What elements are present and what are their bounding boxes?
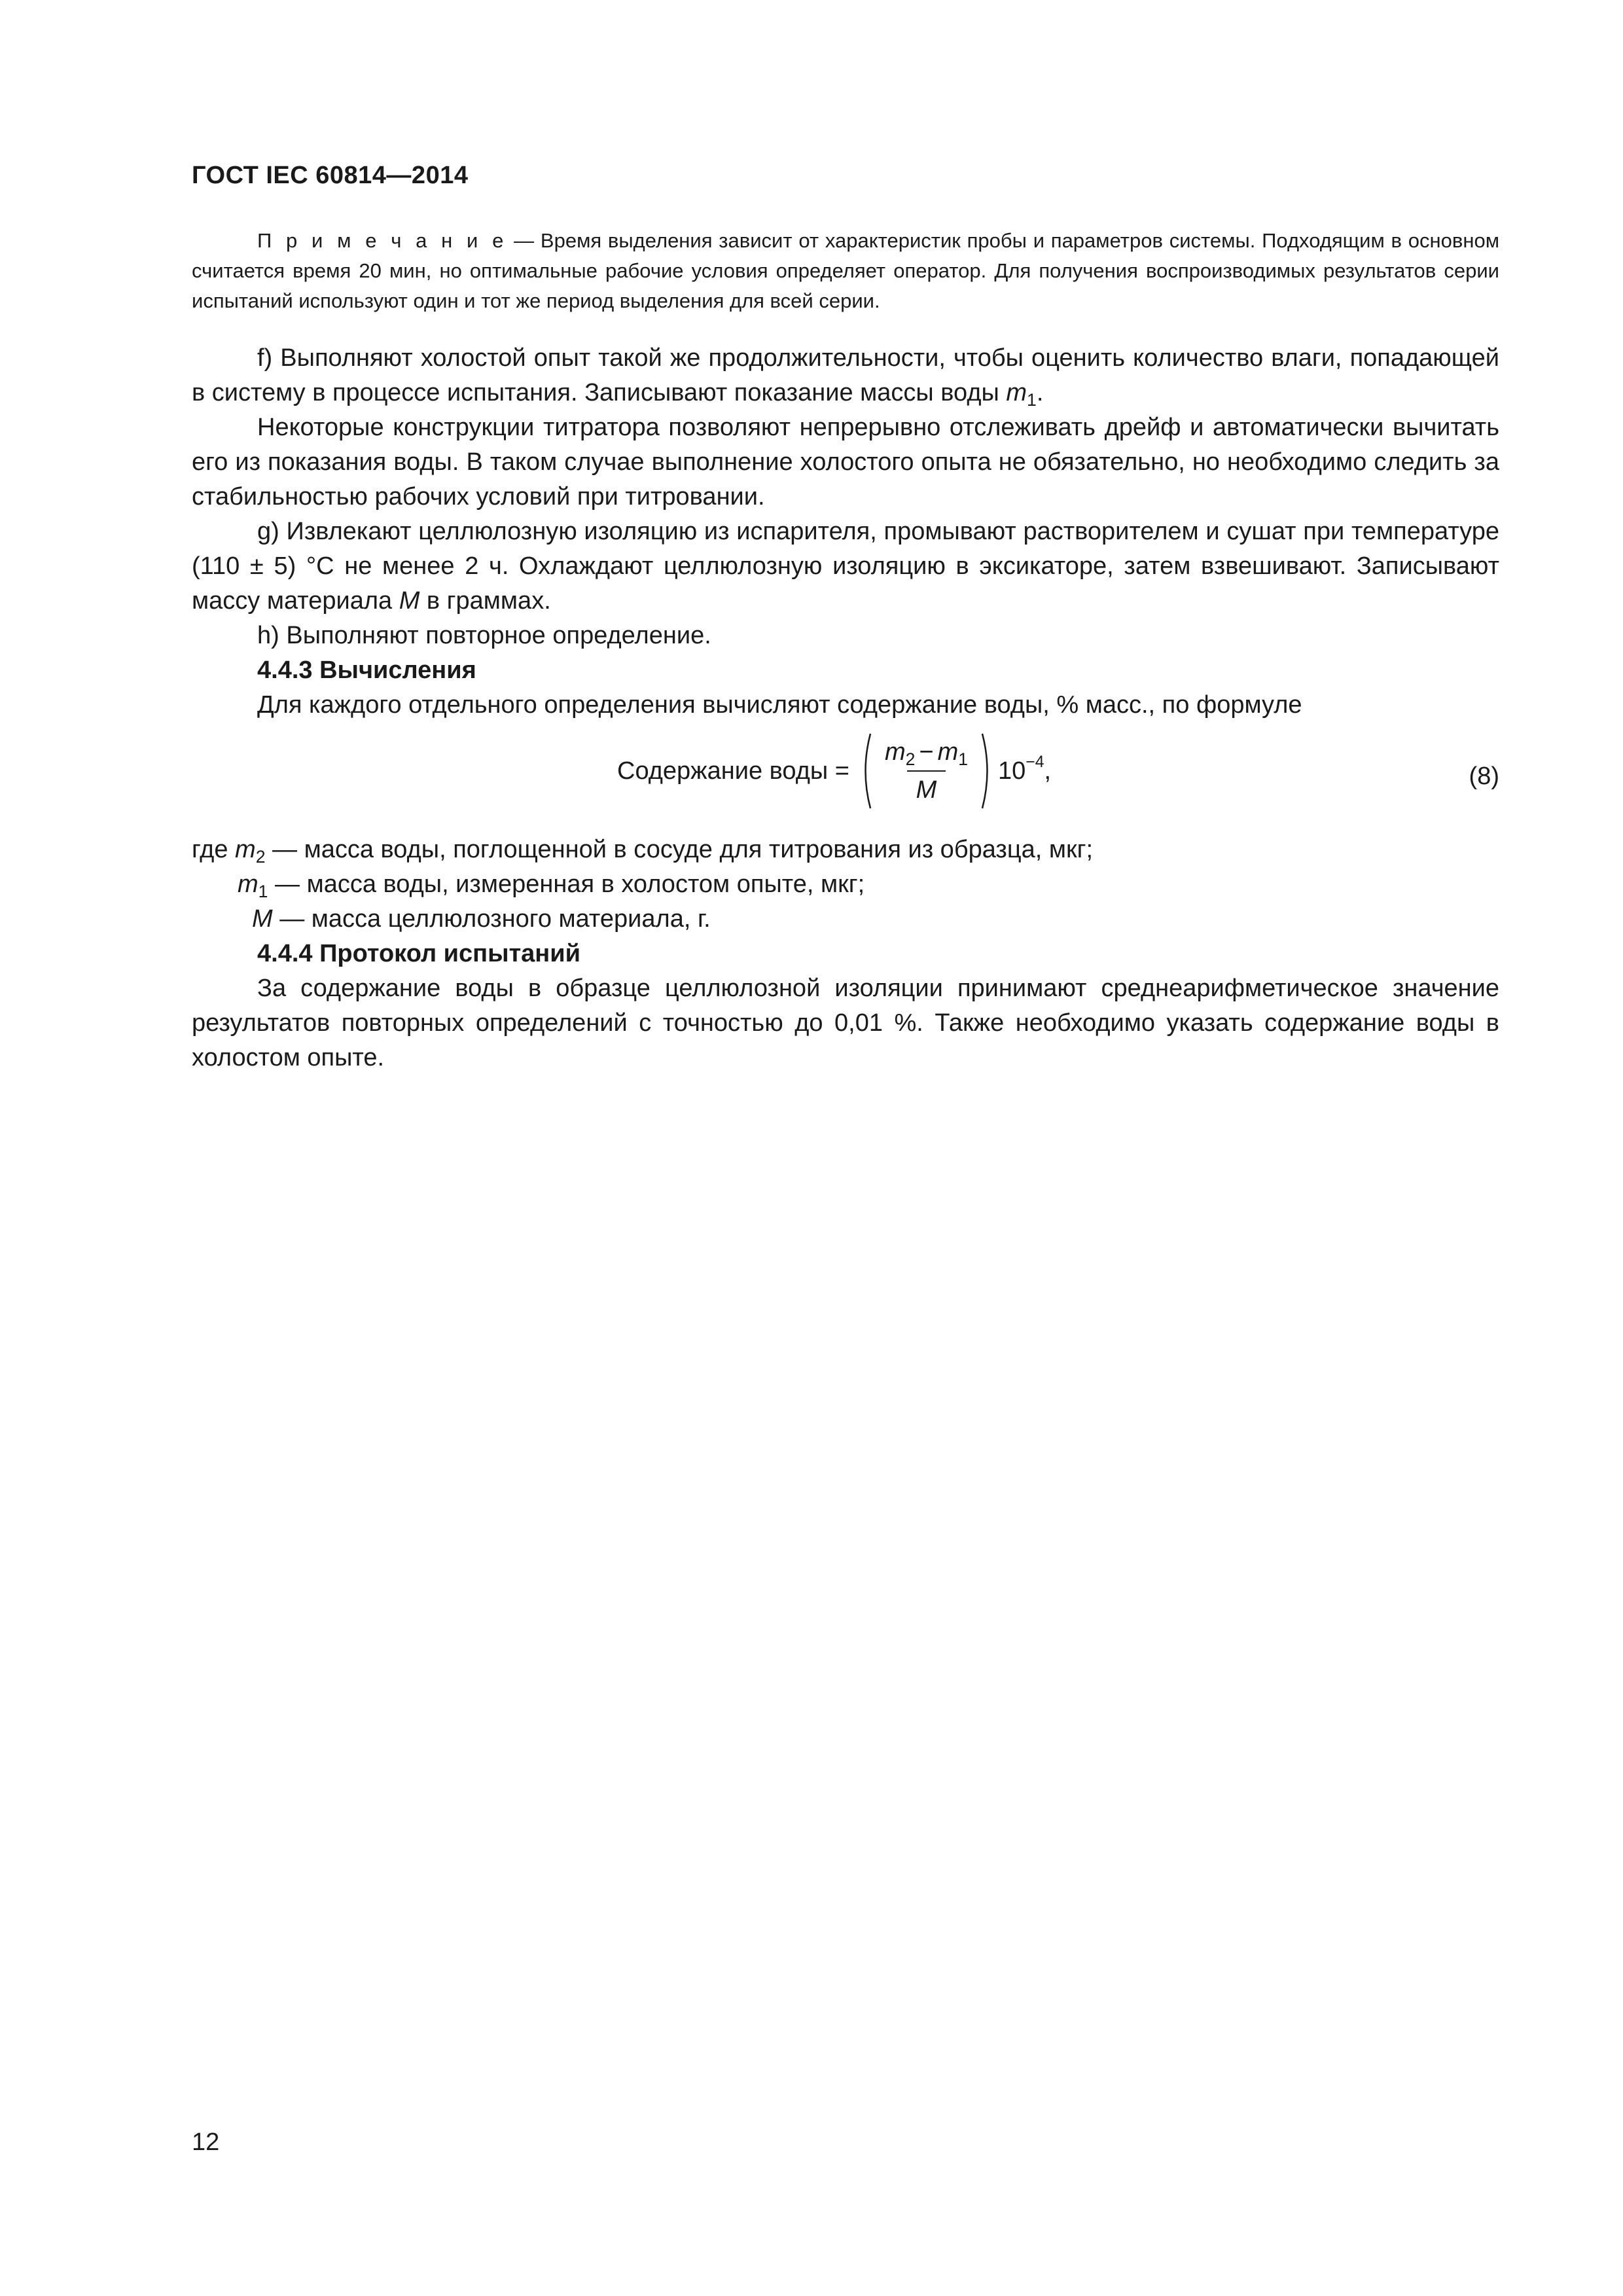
formula-8 [192, 726, 1499, 825]
note-label: П р и м е ч а н и е [257, 229, 508, 252]
right-paren-icon [980, 732, 994, 810]
formula-expression [617, 732, 1051, 810]
note-paragraph [192, 226, 1499, 316]
formula-lhs: Содержание воды = [617, 757, 849, 785]
paragraph-h: h) Выполняют повторное определение. [257, 622, 711, 649]
where-M: M — масса целлюлозного материала, г. [252, 905, 711, 933]
paragraph-calculation: Для каждого отдельного определения вычисляют содержание воды, % масс., по формуле [257, 691, 1302, 719]
left-paren-icon [859, 732, 873, 810]
document-body [192, 226, 1499, 1075]
fraction-numerator: $m_2 - m_1$ [884, 738, 969, 769]
note-text: — Время выделения зависит от характеристик пробы и параметров системы. Подходящим в основном считается время 20 мин, но оптимальные рабочие условия определяет оператор. Для получения воспроизводимых результатов серии испытаний используют один и тот же период выделения для всей серии. [192, 229, 1500, 312]
fraction-denominator: M [907, 770, 946, 804]
document-header: ГОСТ IEC 60814—2014 [192, 162, 469, 189]
where-m1: $m_1$ — масса воды, измеренная в холостом опыте, мкг; [238, 870, 865, 901]
equation-number: (8) [1469, 762, 1499, 790]
section-heading-4-4-4: 4.4.4 Протокол испытаний [257, 940, 580, 967]
formula-power: $10^{-4}$, [998, 753, 1052, 785]
paragraph-protocol: За содержание воды в образце целлюлозной изоляции принимают среднеарифметическое значение результатов повторных определений с точностью до 0,01 %. Также необходимо указать содержание воды в холостом опыте. [192, 975, 1499, 1071]
paragraph-g: g) Извлекают целлюлозную изоляцию из испарителя, промывают растворителем и сушат при температуре (110 ± 5) °C не менее 2 ч. Охлаждают целлюлозную изоляцию в эксикаторе, затем взвешивают. Записывают массу материала M в граммах. [192, 518, 1499, 615]
formula-fraction [876, 738, 977, 804]
paragraph-f: f) Выполняют холостой опыт такой же продолжительности, чтобы оценить количество влаги, попадающей в систему в процессе испытания. Записывают показание массы воды $m_1$. [192, 344, 1499, 410]
where-m2: где $m_2$ — масса воды, поглощенной в сосуде для титрования из образца, мкг; [192, 836, 1094, 867]
paragraph-drift: Некоторые конструкции титратора позволяют непрерывно отслеживать дрейф и автоматически вычитать его из показания воды. В таком случае выполнение холостого опыта не обязательно, но необходимо следить за стабильностью рабочих условий при титровании. [192, 414, 1499, 511]
section-heading-4-4-3: 4.4.3 Вычисления [257, 656, 476, 684]
page-number: 12 [192, 2128, 220, 2156]
